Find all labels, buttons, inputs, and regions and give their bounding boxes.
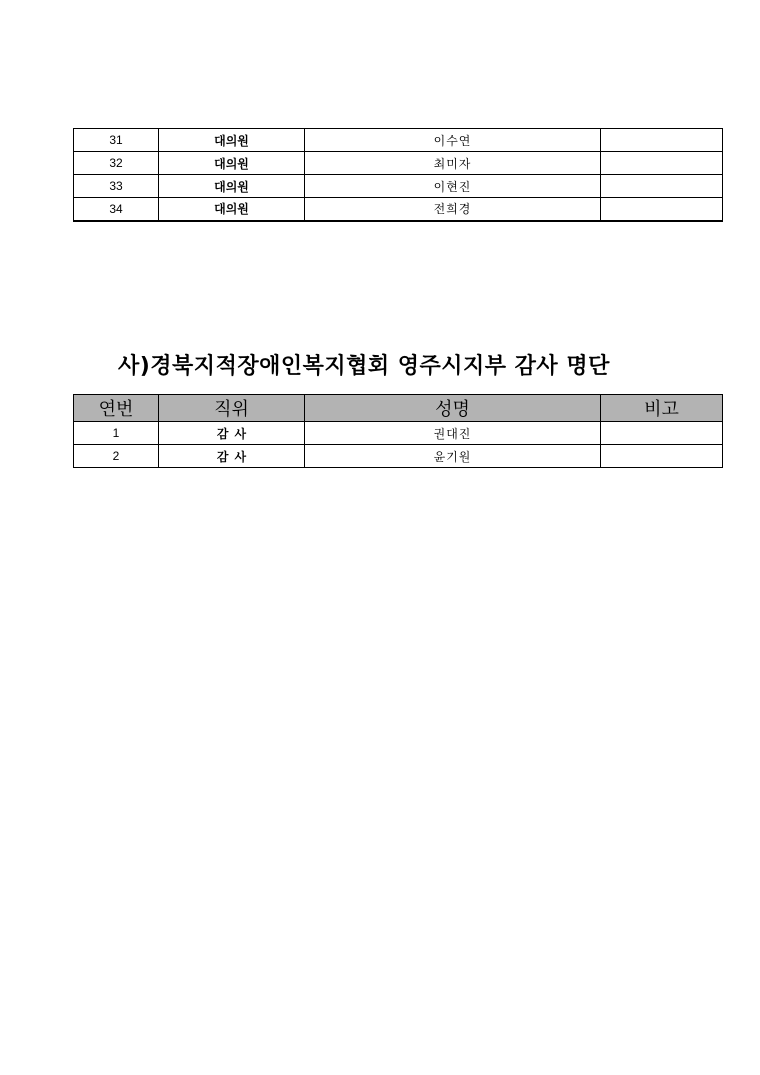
delegates-table: [73, 128, 723, 222]
row-number: 1: [74, 422, 159, 445]
header-name: 성명: [305, 395, 601, 422]
table-row: [74, 445, 723, 468]
row-position: 대의원: [159, 129, 305, 152]
row-position: 대의원: [159, 175, 305, 198]
row-note: [601, 422, 723, 445]
table-row: [74, 175, 723, 198]
table-row: [74, 422, 723, 445]
row-note: [601, 198, 723, 221]
table-header-row: [74, 395, 723, 422]
row-number: 33: [74, 175, 159, 198]
row-note: [601, 129, 723, 152]
auditors-table: [73, 394, 723, 468]
row-note: [601, 152, 723, 175]
audit-section-title: 사)경북지적장애인복지협회 영주시지부 감사 명단: [118, 354, 610, 379]
row-note: [601, 445, 723, 468]
row-position: 대의원: [159, 152, 305, 175]
row-name: 전희경: [305, 198, 601, 221]
row-name: 이수연: [305, 129, 601, 152]
header-number: 연번: [74, 395, 159, 422]
row-name: 이현진: [305, 175, 601, 198]
header-note: 비고: [601, 395, 723, 422]
row-position: 감사: [159, 422, 305, 445]
row-note: [601, 175, 723, 198]
row-number: 2: [74, 445, 159, 468]
row-name: 권대진: [305, 422, 601, 445]
row-position: 대의원: [159, 198, 305, 221]
header-position: 직위: [159, 395, 305, 422]
table-row: [74, 152, 723, 175]
row-number: 31: [74, 129, 159, 152]
row-number: 32: [74, 152, 159, 175]
table-row: [74, 198, 723, 221]
row-position: 감사: [159, 445, 305, 468]
row-name: 윤기원: [305, 445, 601, 468]
row-name: 최미자: [305, 152, 601, 175]
row-number: 34: [74, 198, 159, 221]
table-row: [74, 129, 723, 152]
